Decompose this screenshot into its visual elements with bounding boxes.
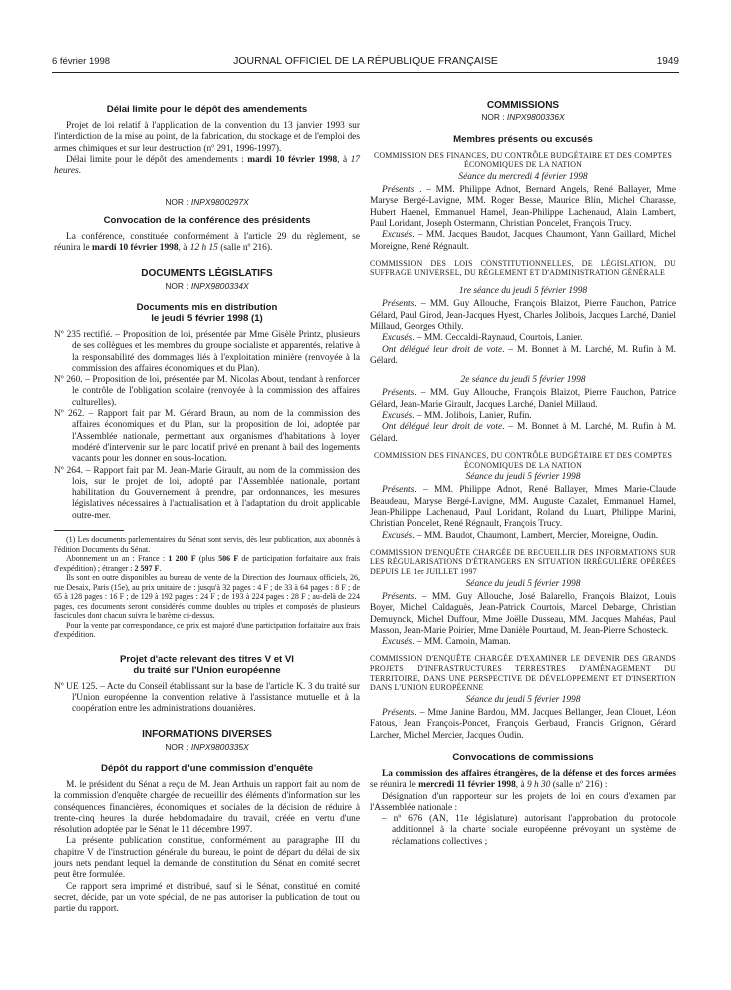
informations-section (54, 729, 360, 915)
documents-title: Documents mis en distribution (136, 301, 278, 313)
convocation-item: – nº 676 (AN, 11e législature) autorisant l'approbation du protocole additionnel à la charte sociale européenne prévoyant un système de réclamations collectives ; (382, 814, 676, 847)
commission-name: COMMISSION DES FINANCES, DU CONTRÔLE BUDGÉTAIRE ET DES COMPTES ÉCONOMIQUES DE LA NATION (373, 450, 673, 470)
nor-reference: NOR : INPX9800336X (481, 112, 565, 123)
seance-title: Séance du jeudi 5 février 1998 (465, 472, 581, 483)
page-number: 1949 (656, 56, 679, 67)
commission-name: COMMISSION D'ENQUÊTE CHARGÉE DE RECUEILLIR DES INFORMATIONS SUR LES RÉGULARISATIONS D'ÉTRANGERS EN SITUATION IRRÉGULIÈRE OPÉRÉES DEPUIS LE 1er JUILLET 1997 (370, 547, 676, 577)
seance-title: Séance du jeudi 5 février 1998 (465, 578, 581, 589)
documents-section (54, 268, 360, 639)
informations-text: M. le président du Sénat a reçu de M. Jean Arthuis un rapport fait au nom de la commission d'enquête chargée de recueillir des éléments d'information sur les conséquences financières, économiques et sociales de la décision de réduire à trente-cinq heures la durée hebdomadaire du travail, créée en vertu d'une résolution adoptée par le Sénat le 11 décembre 1997. (54, 780, 360, 836)
amendements-title: Délai limite pour le dépôt des amendements (106, 104, 308, 115)
convocation-text: La commission des affaires étrangères, de la défense et des forces armées se réunira le mercredi 11 février 1998, à 9 h 30 (salle nº 216) : (370, 769, 676, 791)
amendements-deadline: Délai limite pour le dépôt des amendements : mardi 10 février 1998, à 17 heures. (54, 154, 360, 177)
footnote-text: Pour la vente par correspondance, ce prix est majoré d'une participation forfaitaire aux frais d'expédition. (54, 620, 360, 640)
commission-block (370, 259, 676, 445)
document-item: Nº 264. – Rapport fait par M. Jean-Marie Girault, au nom de la commission des lois, sur le projet de loi, adopté par l'Assemblée nationale, portant habilitation du Gouvernement à prendre, par ordonnances, les mesures législatives nécessaires à l'actualisation et à l'adaptation du droit applicable outre-mer. (54, 465, 360, 521)
commission-name: COMMISSION D'ENQUÊTE CHARGÉE D'EXAMINER LE DEVENIR DES GRANDS PROJETS D'INFRASTRUCTURES TERRESTRES D'AMÉNAGEMENT DU TERRITOIRE, DANS UNE PERSPECTIVE DE DÉVELOPPEMENT ET D'INSERTION DANS L'UNION EUROPÉENNE (370, 654, 676, 693)
documents-subtitle: le jeudi 5 février 1998 (1) (151, 312, 263, 324)
presents-line: Présents. – Mme Janine Bardou, MM. Jacques Bellanger, Jean Clouet, Léon Fatous, Jean François-Poncet, François Gerbaud, Francis Grignon, Gérard Larcher, Michel Mercier, Jacques Oudin. (370, 708, 676, 741)
left-column (54, 92, 360, 916)
presents-line: Présents. – MM. Guy Allouche, François Blaizot, Pierre Fauchon, Patrice Gélard, Paul Girod, Jean-Jacques Hyest, Charles Jolibois, Jacques Larché, Daniel Millaud, Georges Othily. (370, 299, 676, 332)
membres-title: Membres présents ou excusés (453, 133, 593, 145)
presents-line: Présents. – MM. Guy Allouche, José Balarello, François Blaizot, Louis Boyer, Michel Caldaguès, Jean-Patrick Courtois, Marcel Debarge, Christian Demuynck, Michel Duffour, Mme Joëlle Dusseau, MM. Jacques Mahéas, Paul Masson, Jean-Marie Poirier, Mme Danièle Pourtaud, M. Jean-Pierre Schosteck. (370, 591, 676, 636)
commission-block (370, 151, 676, 253)
conference-title: Convocation de la conférence des présidents (103, 214, 311, 226)
commission-block (370, 548, 676, 649)
documents-heading: DOCUMENTS LÉGISLATIFS (141, 268, 273, 280)
commissions-heading: COMMISSIONS (486, 100, 560, 111)
excuses-line: Excusés. – MM. Jolibois, Lanier, Rufin. (382, 411, 532, 422)
convocations-section (370, 752, 676, 848)
excuses-line: Excusés. – MM. Baudot, Chaumont, Lambert, Mercier, Moreigne, Oudin. (382, 530, 659, 541)
informations-text: La présente publication constitue, conformément au paragraphe III du chapitre V de l'instruction générale du bureau, le point de départ du délai de six jours nets pendant lequel la demande de constitution du Sénat en comité secret peut être formulée. (54, 836, 360, 881)
page-header (52, 56, 679, 70)
document-item: Nº 260. – Proposition de loi, présentée par M. Nicolas About, tendant à renforcer le contrôle de l'obligation scolaire (renvoyée à la commission des affaires culturelles). (54, 375, 360, 408)
conference-text: La conférence, constituée conformément à l'article 29 du règlement, se réunira le mardi 10 février 1998, à 12 h 15 (salle nº 216). (54, 231, 360, 254)
header-rule (52, 72, 679, 73)
convocation-text: Désignation d'un rapporteur sur les projets de loi en cours d'examen par l'Assemblée nationale : (370, 791, 676, 813)
projet-acte-section (54, 654, 360, 716)
projet-acte-title: Projet d'acte relevant des titres V et VI (120, 653, 294, 665)
commission-block (370, 654, 676, 742)
delegue-line: Ont délégué leur droit de vote. – M. Bonnet à M. Larché, M. Rufin à M. Gélard. (370, 344, 676, 366)
excuses-line: Excusés. – MM. Jacques Baudot, Jacques Chaumont, Yann Gaillard, Michel Moreigne, René Régnault. (370, 230, 676, 252)
seance-title: 1re séance du jeudi 5 février 1998 (458, 286, 588, 297)
seance-title: Séance du jeudi 5 février 1998 (465, 694, 581, 705)
journal-title: JOURNAL OFFICIEL DE LA RÉPUBLIQUE FRANÇAISE (233, 55, 498, 67)
nor-reference: NOR : INPX9800334X (165, 280, 249, 291)
right-column (370, 92, 676, 848)
delegue-line: Ont délégué leur droit de vote. – M. Bonnet à M. Larché, M. Rufin à M. Gélard. (370, 422, 676, 444)
nor-reference: NOR : INPX9800335X (165, 741, 249, 752)
nor-reference: NOR : INPX9800297X (165, 197, 249, 208)
commission-block (370, 451, 676, 542)
presents-line: Présents . – MM. Philippe Adnot, Bernard Angels, René Ballayer, Mme Maryse Bergé-Lavigne, MM. Roger Besse, Maurice Blin, Michel Charasse, Hubert Haenel, Emmanuel Hamel, Jean-Philippe Lachenaud, Alain Lambert, Paul Loridant, Joseph Ostermann, Christian Poncelet, François Trucy. (370, 185, 676, 229)
convocations-title: Convocations de commissions (452, 752, 594, 763)
informations-text: Ce rapport sera imprimé et distribué, sauf si le Sénat, constitué en comité secret, décide, par un vote spécial, de ne pas autoriser la publication de tout ou partie du rapport. (54, 881, 360, 915)
seance-title: Séance du mercredi 4 février 1998 (458, 171, 588, 182)
presents-line: Présents. – MM. Philippe Adnot, René Ballayer, Mmes Marie-Claude Beaudeau, Maryse Bergé-Lavigne, MM. Auguste Cazalet, Emmanuel Hamel, Jean-Philippe Lachenaud, Paul Loridant, Roland du Luart, Philippe Marini, Christian Poncelet, René Régnault, François Trucy. (370, 485, 676, 530)
seance-title: 2e séance du jeudi 5 février 1998 (460, 375, 586, 386)
document-item: Nº 235 rectifié. – Proposition de loi, présentée par Mme Gisèle Printz, plusieurs de ses collègues et les membres du groupe socialiste et apparentés, relative à la responsabilité des dommages liés à l'exploitation minière (renvoyée à la commission des affaires économiques et du Plan). (54, 329, 360, 374)
footnote-text: Ils sont en outre disponibles au bureau de vente de la Direction des Journaux officiels, 26, rue Desaix, Paris (15e), au prix unitaire de : jusqu'à 32 pages : 4 F ; de 33 à 64 pages : 8 F ; de 65 à 128 pages : 16 F ; de 129 à 192 pages : 24 F ; de 193 à 224 pages : 28 F ; au-delà de 224 pages, ces documents seront considérés comme doubles ou triples et composés de plusieurs fascicules dont chacun suivra le barème ci-dessus. (54, 573, 360, 621)
footnote-text: (1) Les documents parlementaires du Sénat sont servis, dès leur publication, aux abonnés à l'édition Documents du Sénat. (54, 535, 360, 554)
amendements-section (54, 104, 360, 177)
header-date: 6 février 1998 (52, 56, 111, 67)
informations-heading: INFORMATIONS DIVERSES (142, 729, 272, 741)
projet-acte-subtitle: du traité sur l'Union européenne (133, 664, 281, 676)
presents-line: Présents. – MM. Guy Allouche, François Blaizot, Pierre Fauchon, Patrice Gélard, Jean-Marie Girault, Jacques Larché, Daniel Millaud. (370, 388, 676, 410)
amendements-text: Projet de loi relatif à l'application de la convention du 13 janvier 1993 sur l'interdiction de la mise au point, de la fabrication, du stockage et de l'emploi des armes chimiques et sur leur destruction (nº 291, 1996-1997). (54, 121, 360, 154)
conference-section (54, 197, 360, 254)
footnote (54, 535, 360, 640)
footnote-separator (54, 530, 124, 531)
projet-acte-item: Nº UE 125. – Acte du Conseil établissant sur la base de l'article K. 3 du traité sur l'Union européenne la convention relative à l'assistance mutuelle et à la coopération entre les administrations douanières. (54, 681, 360, 715)
commission-name: COMMISSION DES FINANCES, DU CONTRÔLE BUDGÉTAIRE ET DES COMPTES ÉCONOMIQUES DE LA NATION (373, 150, 673, 170)
excuses-line: Excusés. – MM. Ceccaldi-Raynaud, Courtois, Lanier. (382, 333, 583, 344)
commission-name: COMMISSION DES LOIS CONSTITUTIONNELLES, DE LÉGISLATION, DU SUFFRAGE UNIVERSEL, DU RÈGLEMENT ET D'ADMINISTRATION GÉNÉRALE (370, 258, 676, 278)
document-item: Nº 262. – Rapport fait par M. Gérard Braun, au nom de la commission des affaires économiques et du Plan, sur la proposition de loi, adoptée par l'Assemblée nationale, permettant aux organismes d'habitations à loyer modéré d'intervenir sur le parc locatif privé en prenant à bail des logements vacants pour les donner en sous-location. (54, 409, 360, 465)
footnote-text: Abonnement un an : France : 1 200 F (plus 506 F de participation forfaitaire aux frais d'expédition) ; étranger : 2 597 F. (54, 554, 361, 573)
informations-title: Dépôt du rapport d'une commission d'enquête (101, 763, 313, 774)
excuses-line: Excusés. – MM. Camoin, Maman. (382, 637, 511, 648)
